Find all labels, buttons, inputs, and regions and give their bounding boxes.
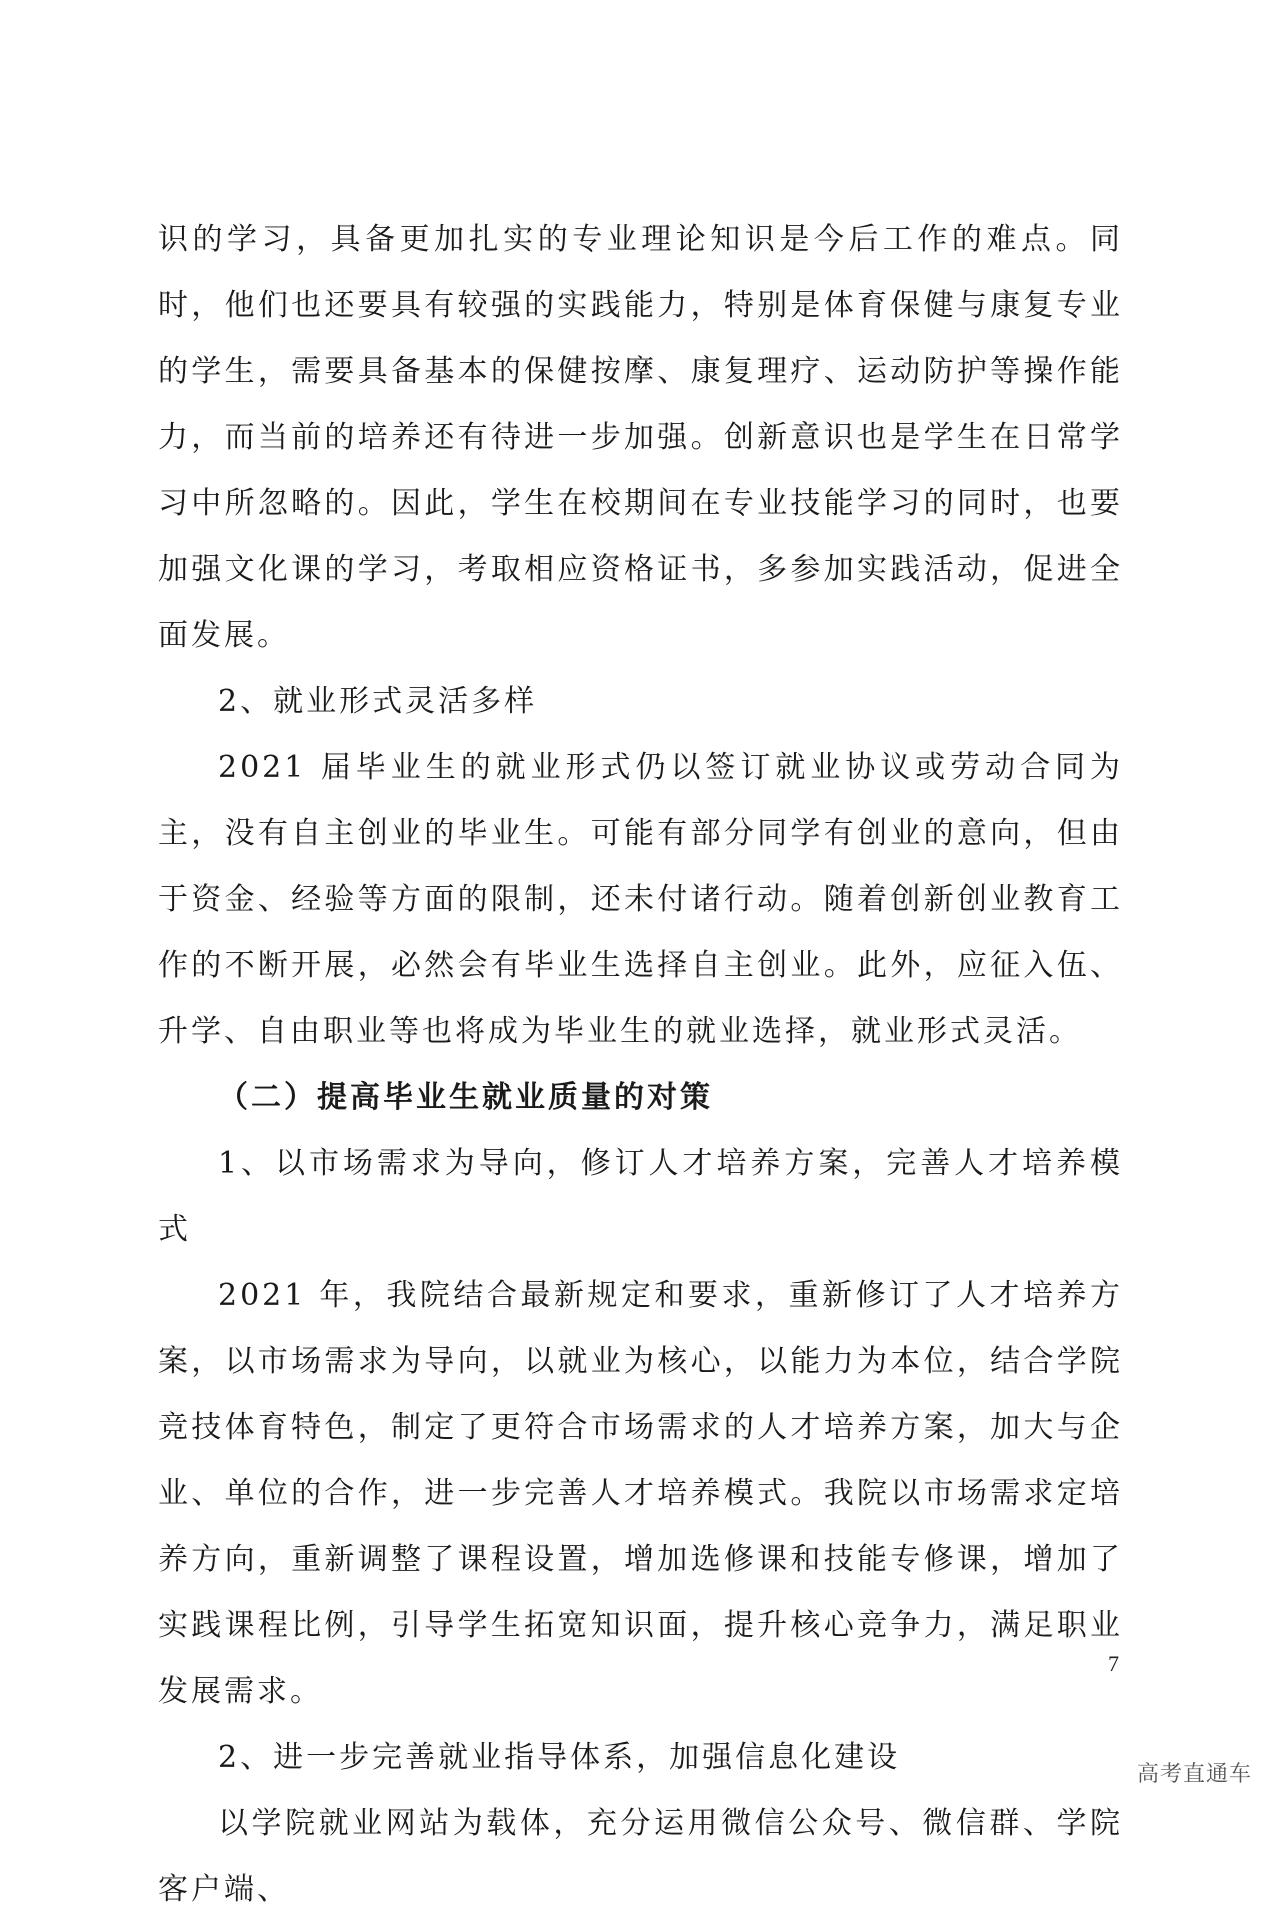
subsection-title: 1、以市场需求为导向，修订人才培养方案，完善人才培养模式 xyxy=(158,1146,1123,1247)
page-number: 7 xyxy=(1108,1651,1119,1676)
watermark-logo: 高考直通车 xyxy=(1136,1762,1252,1787)
subsection-title: 2、进一步完善就业指导体系，加强信息化建设 xyxy=(218,1740,901,1775)
document-body xyxy=(158,207,1123,1923)
paragraph: 识的学习，具备更加扎实的专业理论知识是今后工作的难点。同时，他们也还要具有较强的实践能力，特别是体育保健与康复专业的学生，需要具备基本的保健按摩、康复理疗、运动防护等操作能力，而当前的培养还有待进一步加强。创新意识也是学生在日常学习中所忽略的。因此，学生在校期间在专业技能学习的同时，也要加强文化课的学习，考取相应资格证书，多参加实践活动，促进全面发展。 xyxy=(158,222,1123,653)
section-heading: （二）提高毕业生就业质量的对策 xyxy=(218,1080,713,1115)
paragraph: 以学院就业网站为载体，充分运用微信公众号、微信群、学院客户端、 xyxy=(158,1806,1123,1907)
paragraph: 2021 届毕业生的就业形式仍以签订就业协议或劳动合同为主，没有自主创业的毕业生。可能有部分同学有创业的意向，但由于资金、经验等方面的限制，还未付诸行动。随着创新创业教育工作的不断开展，必然会有毕业生选择自主创业。此外，应征入伍、升学、自由职业等也将成为毕业生的就业选择，就业形式灵活。 xyxy=(158,750,1123,1049)
subsection-title: 2、就业形式灵活多样 xyxy=(218,684,538,719)
paragraph: 2021 年，我院结合最新规定和要求，重新修订了人才培养方案，以市场需求为导向，以就业为核心，以能力为本位，结合学院竞技体育特色，制定了更符合市场需求的人才培养方案，加大与企业、单位的合作，进一步完善人才培养模式。我院以市场需求定培养方向，重新调整了课程设置，增加选修课和技能专修课，增加了实践课程比例，引导学生拓宽知识面，提升核心竞争力，满足职业发展需求。 xyxy=(158,1278,1123,1709)
